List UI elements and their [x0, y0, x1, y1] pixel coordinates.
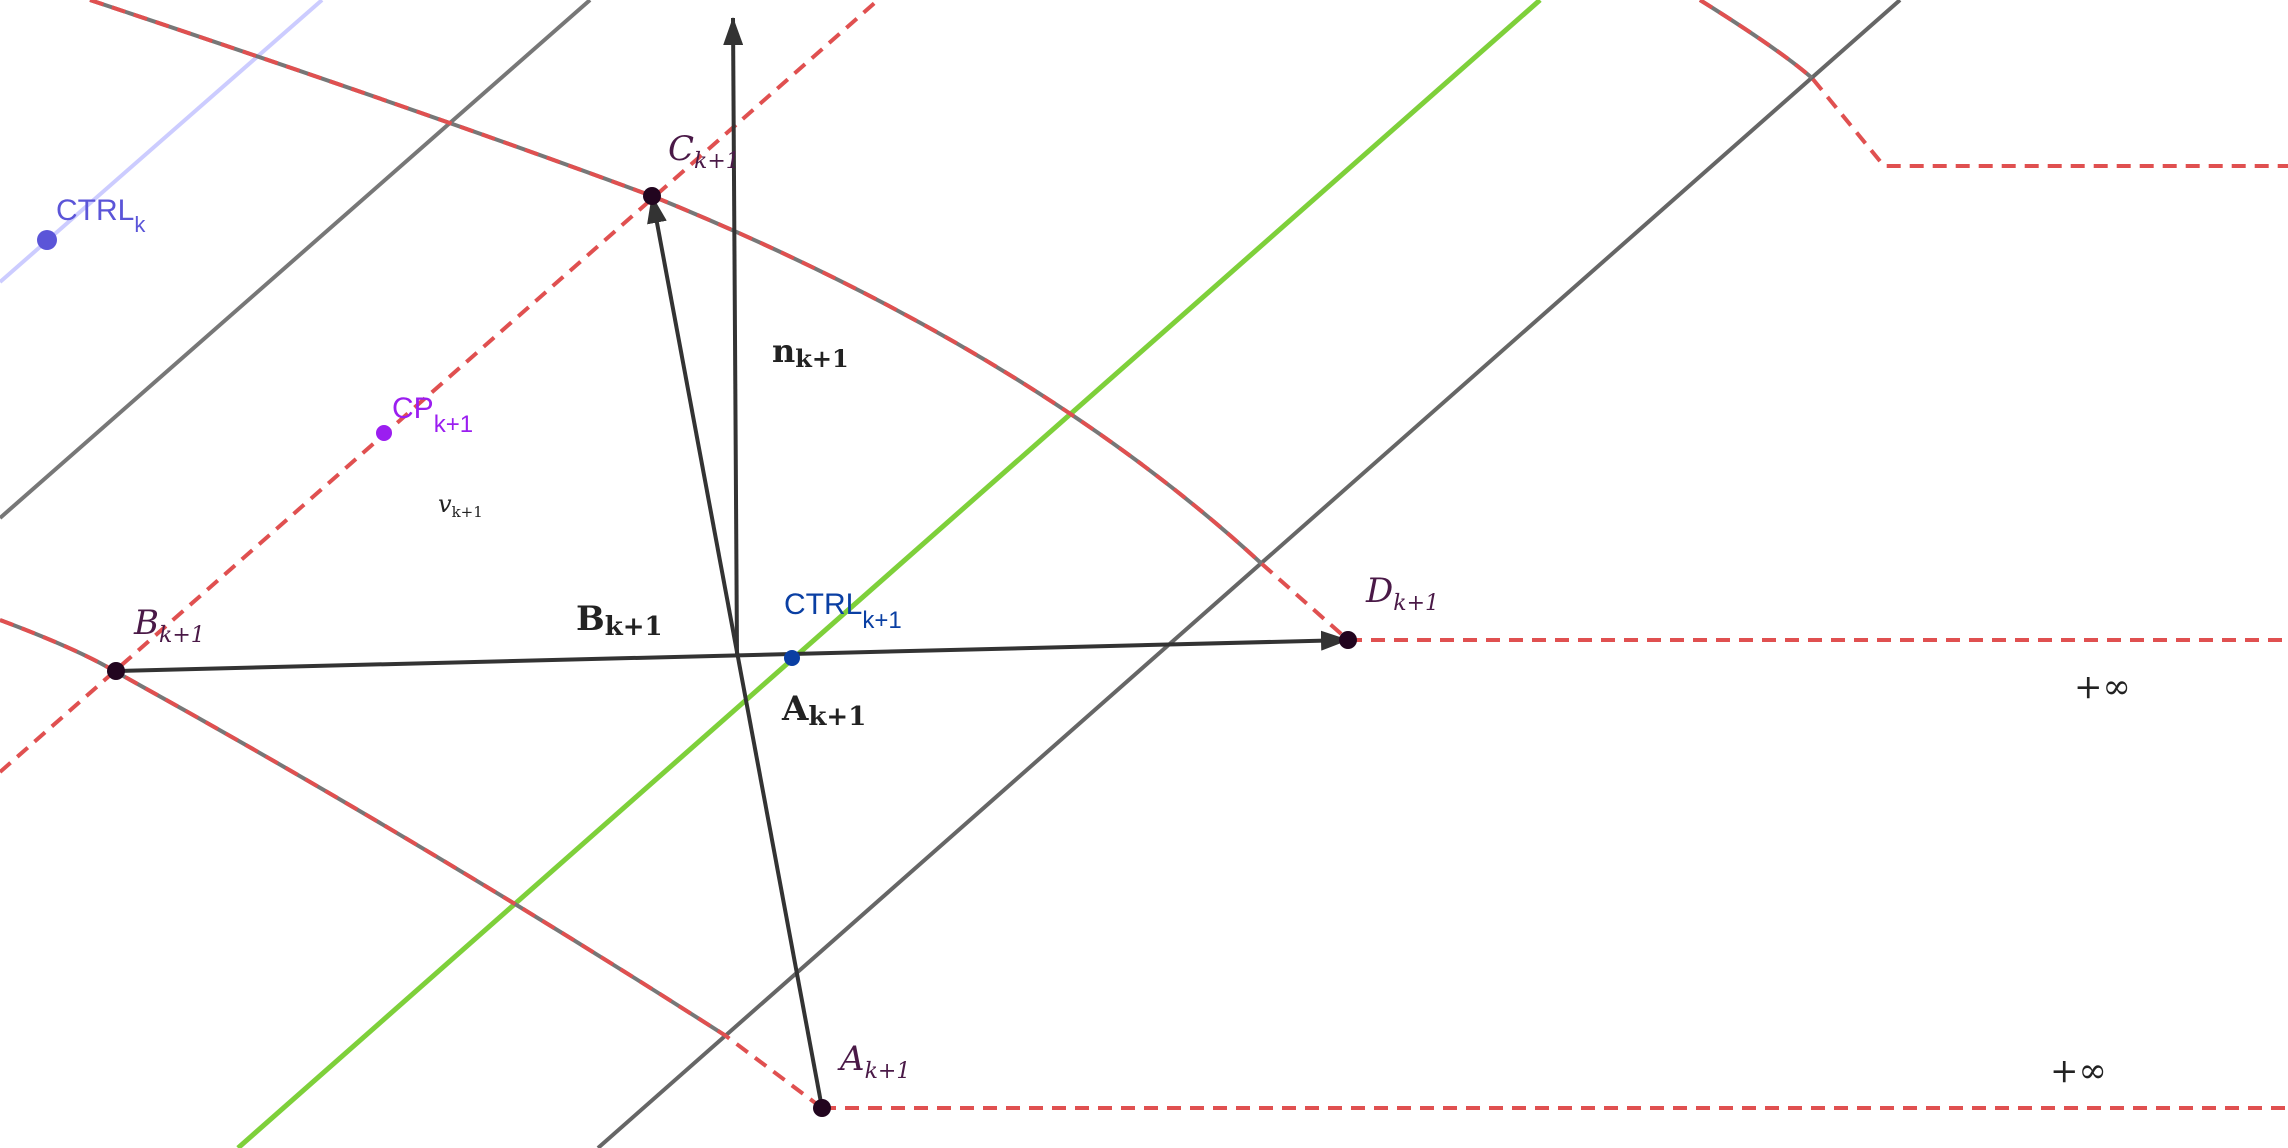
label-point-a: $A_{k+1}$ [840, 1039, 911, 1084]
label-infinity-upper: +∞ [2074, 667, 2131, 707]
point-d[interactable] [1339, 631, 1357, 649]
label-vector-a: Ak+1 [782, 689, 867, 732]
point-a[interactable] [813, 1099, 831, 1117]
label-infinity-lower: +∞ [2050, 1051, 2107, 1091]
point-ctrl-k[interactable] [37, 230, 57, 250]
point-ctrl-k1[interactable] [784, 650, 800, 666]
label-vector-n: nk+1 [772, 332, 849, 373]
label-ctrl-k: $CTRL_k$ [56, 194, 146, 237]
point-c[interactable] [643, 187, 661, 205]
point-cp-k1[interactable] [376, 425, 392, 441]
label-point-c: $C_{k+1}$ [668, 129, 740, 174]
label-ctrl-k1: $CTRL_{k+1}$ [784, 588, 902, 634]
point-b[interactable] [107, 662, 125, 680]
label-vector-b: Bk+1 [576, 599, 663, 642]
label-point-b: $B_{k+1}$ [134, 603, 205, 648]
label-v-k1: $v_{k+1}$ [438, 490, 483, 521]
label-point-d: $D_{k+1}$ [1366, 571, 1440, 616]
label-cp-k1: $CP_{k+1}$ [392, 392, 474, 438]
